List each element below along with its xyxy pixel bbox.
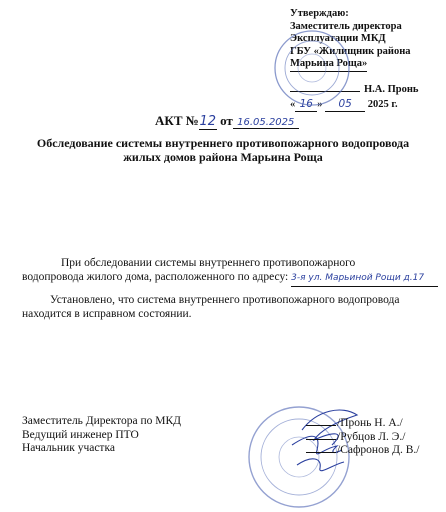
signature-roles — [22, 415, 181, 456]
approval-date-year: 2025 г. — [367, 99, 398, 110]
approval-department: Эксплуатации МКД — [290, 33, 386, 44]
approval-date-close: » — [317, 99, 323, 110]
approval-signer: Н.А. Пронь — [364, 83, 419, 95]
body-para1-line1: При обследовании системы внутреннего противопожарного — [61, 257, 356, 269]
approval-position: Заместитель директора — [290, 20, 402, 32]
body-address: 3-я ул. Марьиной Рощи д.17 — [291, 272, 438, 287]
signature-line — [306, 425, 336, 426]
role-lead-engineer: Ведущий инженер ПТО — [22, 428, 139, 441]
approval-stamp — [272, 28, 352, 108]
signature-line — [306, 452, 336, 453]
role-section-head: Начальник участка — [22, 442, 115, 454]
act-title-prefix: АКТ № — [155, 113, 199, 128]
act-subject — [0, 136, 446, 164]
approval-date-month: 05 — [325, 98, 365, 112]
approval-date-day: 16 — [295, 98, 317, 112]
name-pron: /Пронь Н. А./ — [337, 417, 403, 429]
name-rubtsov: /Рубцов Л. Э./ — [337, 430, 406, 443]
signature-names — [306, 417, 419, 458]
role-deputy-director: Заместитель Директора по МКД — [22, 415, 181, 427]
approval-heading: Утверждаю: — [290, 8, 349, 19]
body-para2-line1: Установлено, что система внутреннего противопожарного водопровода — [50, 294, 400, 306]
name-safronov: /Сафронов Д. В./ — [337, 444, 420, 456]
signature-line — [306, 439, 336, 440]
act-date: 16.05.2025 — [233, 117, 299, 129]
act-date-prefix: от — [220, 113, 233, 128]
body-para1-line2-text: водопровода жилого дома, расположенного по адресу: — [22, 271, 289, 283]
approval-organization: ГБУ «Жилищник района — [290, 45, 411, 57]
subject-line-1: Обследование системы внутреннего противопожарного водопровода — [36, 136, 410, 150]
act-title — [155, 113, 299, 130]
body-para1-line2 — [22, 271, 438, 287]
act-number: 12 — [199, 114, 217, 129]
approval-district: Марьина Роща» — [290, 58, 367, 72]
subject-line-2: жилых домов района Марьина Роща — [123, 150, 323, 164]
approval-date-open: « — [290, 99, 296, 110]
body-para2-line2: находится в исправном состоянии. — [22, 308, 192, 320]
